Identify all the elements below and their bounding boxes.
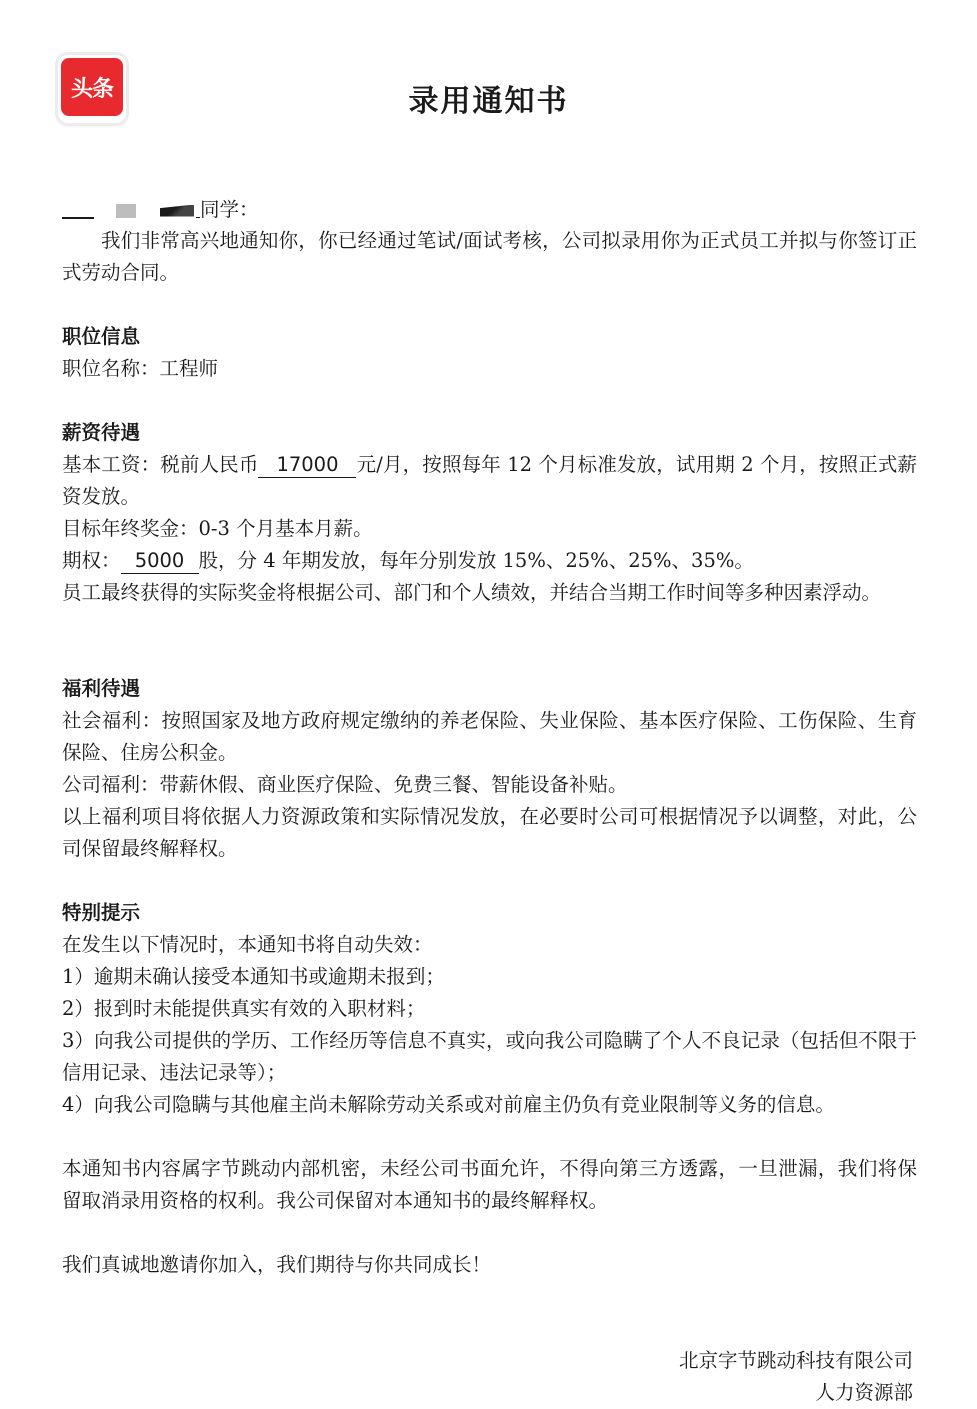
base-salary-amount: 17000 <box>258 453 356 478</box>
page-title: 录用通知书 <box>408 84 569 119</box>
salutation <box>62 194 259 225</box>
special-item-4: 4）向我公司隐瞒与其他雇主尚未解除劳动关系或对前雇主仍负有竞业限制等义务的信息。 <box>62 1093 835 1116</box>
base-salary-paragraph <box>62 449 917 512</box>
options-line <box>62 545 917 576</box>
benefits-heading: 福利待遇 <box>62 677 141 700</box>
intro-paragraph: 我们非常高兴地通知你，你已经通过笔试/面试考核，公司拟录用你为正式员工并拟与你签订正式劳动合同。 <box>62 229 917 284</box>
benefits-note-paragraph: 以上福利项目将依据人力资源政策和实际情况发放，在必要时公司可根据情况予以调整，对此，公司保留最终解释权。 <box>62 805 917 860</box>
company-benefits-line: 公司福利：带薪休假、商业医疗保险、免费三餐、智能设备补贴。 <box>62 773 628 796</box>
position-heading: 职位信息 <box>62 325 141 348</box>
special-item-3: 3）向我公司提供的学历、工作经历等信息不真实，或向我公司隐瞒了个人不良记录（包括但不限于信用记录、违法记录等）； <box>62 1029 917 1084</box>
options-amount: 5000 <box>121 549 199 574</box>
options-suffix: 股，分 4 年期发放，每年分别发放 15%、25%、25%、35%。 <box>198 549 754 572</box>
redacted-name-mark <box>160 205 194 217</box>
special-item-2: 2）报到时未能提供真实有效的入职材料； <box>62 997 426 1020</box>
signature-company: 北京字节跳动科技有限公司 <box>678 1349 913 1372</box>
salary-heading: 薪资待遇 <box>62 421 141 444</box>
base-salary-suffix: 元/月，按照每年 12 个月标准发放，试用期 2 个月，按照正式薪资发放。 <box>62 453 917 508</box>
redacted-name-line <box>62 203 94 219</box>
bonus-line: 目标年终奖金：0-3 个月基本月薪。 <box>62 517 373 540</box>
closing-line: 我们真诚地邀请你加入，我们期待与你共同成长！ <box>62 1253 492 1276</box>
redacted-name-block <box>116 204 136 218</box>
signature-dept: 人力资源部 <box>815 1381 913 1404</box>
bonus-note-paragraph: 员工最终获得的实际奖金将根据公司、部门和个人绩效，并结合当期工作时间等多种因素浮动。 <box>62 581 882 604</box>
position-line: 职位名称：工程师 <box>62 357 219 380</box>
confidential-paragraph: 本通知书内容属字节跳动内部机密，未经公司书面允许，不得向第三方透露，一旦泄漏，我们将保留取消录用资格的权利。我公司保留对本通知书的最终解释权。 <box>62 1157 917 1212</box>
options-prefix: 期权： <box>62 549 121 572</box>
special-intro: 在发生以下情况时，本通知书将自动失效： <box>62 933 433 956</box>
social-benefits-paragraph: 社会福利：按照国家及地方政府规定缴纳的养老保险、失业保险、基本医疗保险、工伤保险、生育保险、住房公积金。 <box>62 709 917 764</box>
salutation-text: 同学： <box>200 198 259 221</box>
special-heading: 特别提示 <box>62 901 141 924</box>
base-salary-prefix: 基本工资：税前人民币 <box>62 453 259 476</box>
special-item-1: 1）逾期未确认接受本通知书或逾期未报到； <box>62 965 445 988</box>
logo-text: 头条 <box>61 58 123 116</box>
